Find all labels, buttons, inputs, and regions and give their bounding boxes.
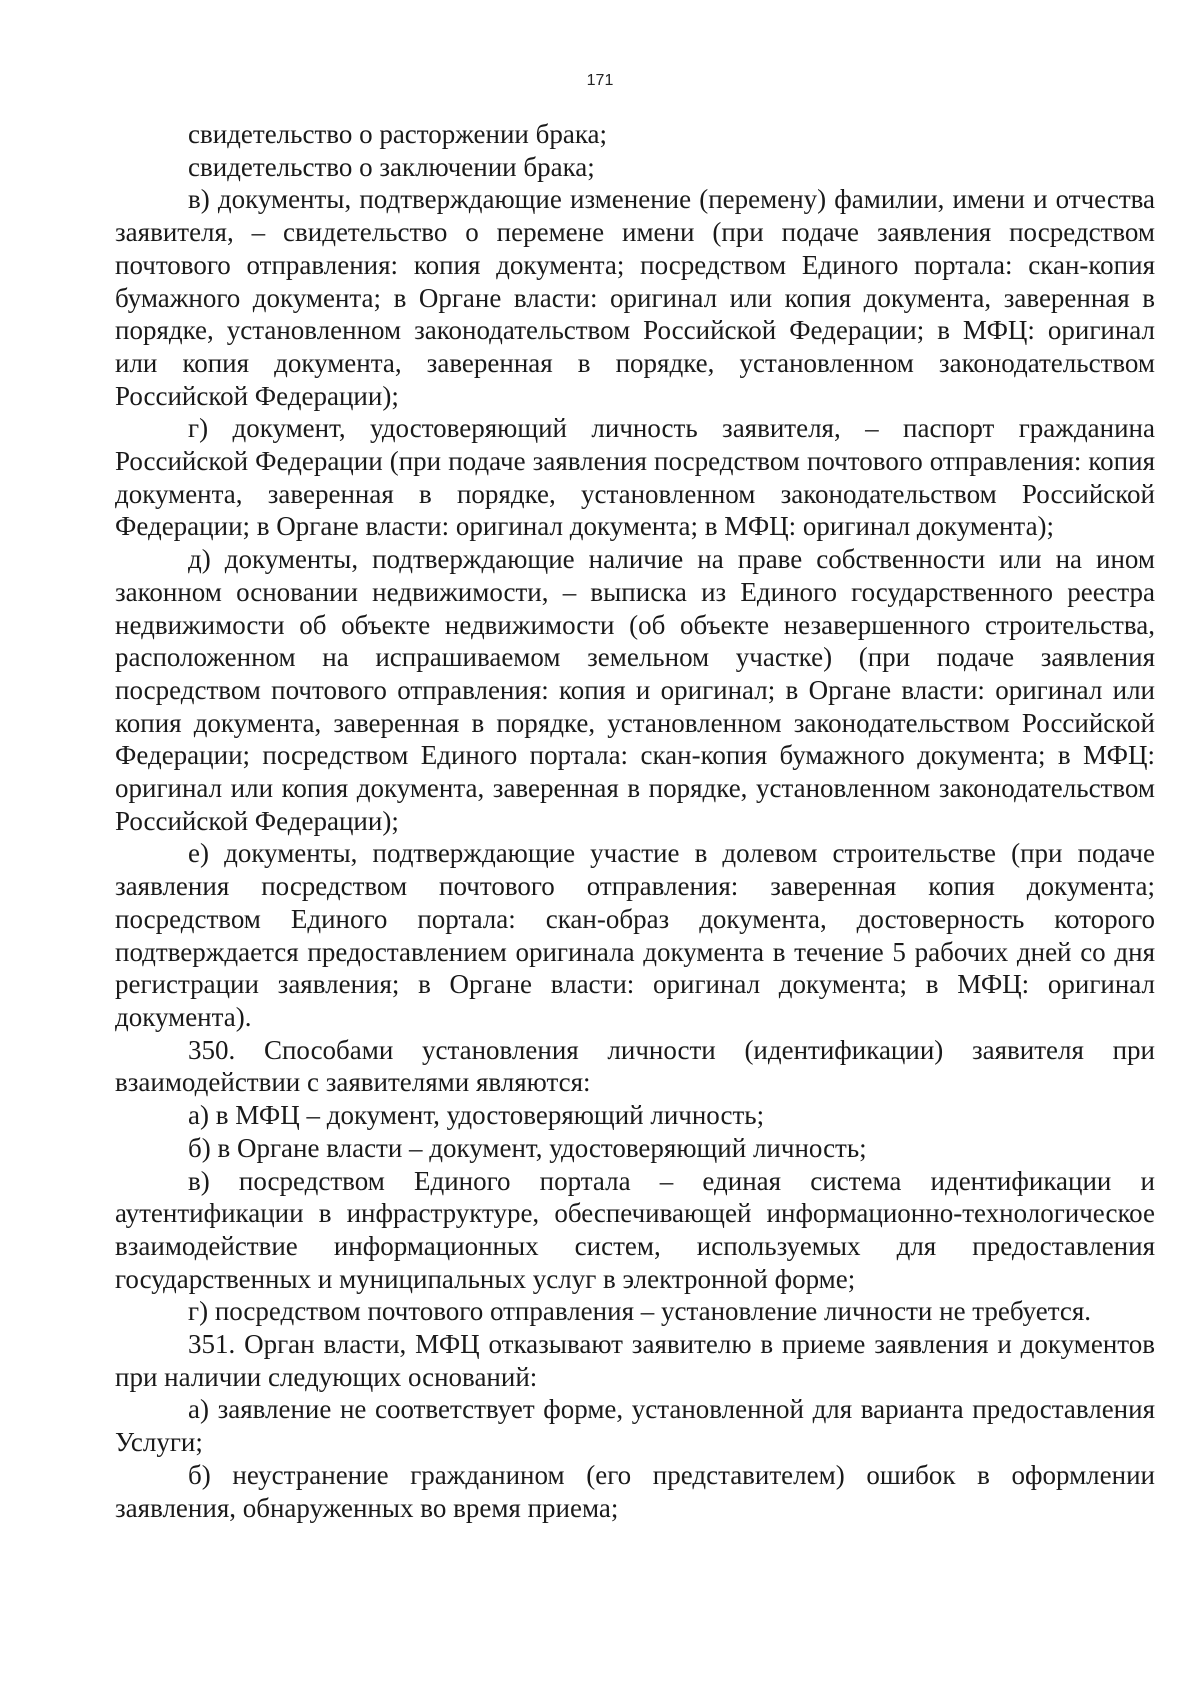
paragraph: б) в Органе власти – документ, удостоверяющий личность; — [188, 1132, 867, 1163]
paragraph: 350. Способами установления личности (идентификации) заявителя при взаимодействии с заявителями являются: — [115, 1034, 1155, 1098]
paragraph: свидетельство о расторжении брака; — [188, 119, 608, 149]
page-number: 171 — [586, 72, 614, 89]
paragraph: г) посредством почтового отправления – установление личности не требуется. — [188, 1296, 1092, 1327]
paragraph: б) неустранение гражданином (его представителем) ошибок в оформлении заявления, обнаруженных во время приема; — [115, 1459, 1155, 1523]
document-body — [115, 118, 1155, 1524]
paragraph: д) документы, подтверждающие наличие на праве собственности или на ином законном основании недвижимости, – выписка из Единого государственного реестра недвижимости об объекте недвижимости (об объекте незавершенного строительства, расположенном на испрашиваемом земельном участке) (при подаче заявления посредством почтового отправления: копия и оригинал; в Органе власти: оригинал или копия документа, заверенная в порядке, установленном законодательством Российской Федерации; посредством Единого портала: скан-копия бумажного документа; в МФЦ: оригинал или копия документа, заверенная в порядке, установленном законодательством Российской Федерации); — [115, 544, 1155, 836]
paragraph: в) документы, подтверждающие изменение (перемену) фамилии, имени и отчества заявителя, – свидетельство о перемене имени (при подаче заявления посредством почтового отправления: копия документа; посредством Единого портала: скан-копия бумажного документа; в Органе власти: оригинал или копия документа, заверенная в порядке, установленном законодательством Российской Федерации; в МФЦ: оригинал или копия документа, заверенная в порядке, установленном законодательством Российской Федерации); — [115, 184, 1155, 411]
paragraph: е) документы, подтверждающие участие в долевом строительстве (при подаче заявления посредством почтового отправления: заверенная копия документа; посредством Единого портала: скан-образ документа, достоверность которого подтверждается предоставлением оригинала документа в течение 5 рабочих дней со дня регистрации заявления; в Органе власти: оригинал документа; в МФЦ: оригинал документа). — [115, 838, 1155, 1032]
paragraph: в) посредством Единого портала – единая система идентификации и аутентификации в инфраструктуре, обеспечивающей информационно-технологическое взаимодействие информационных систем, используемых для предоставления государственных и муниципальных услуг в электронной форме; — [115, 1165, 1155, 1294]
paragraph: а) заявление не соответствует форме, установленной для варианта предоставления Услуги; — [115, 1394, 1155, 1458]
paragraph: свидетельство о заключении брака; — [188, 151, 595, 182]
paragraph: г) документ, удостоверяющий личность заявителя, – паспорт гражданина Российской Федерации (при подаче заявления посредством почтового отправления: копия документа, заверенная в порядке, установленном законодательством Российской Федерации; в Органе власти: оригинал документа; в МФЦ: оригинал документа); — [115, 413, 1155, 542]
paragraph: 351. Орган власти, МФЦ отказывают заявителю в приеме заявления и документов при наличии следующих оснований: — [115, 1329, 1155, 1392]
paragraph: а) в МФЦ – документ, удостоверяющий личность; — [188, 1100, 765, 1131]
